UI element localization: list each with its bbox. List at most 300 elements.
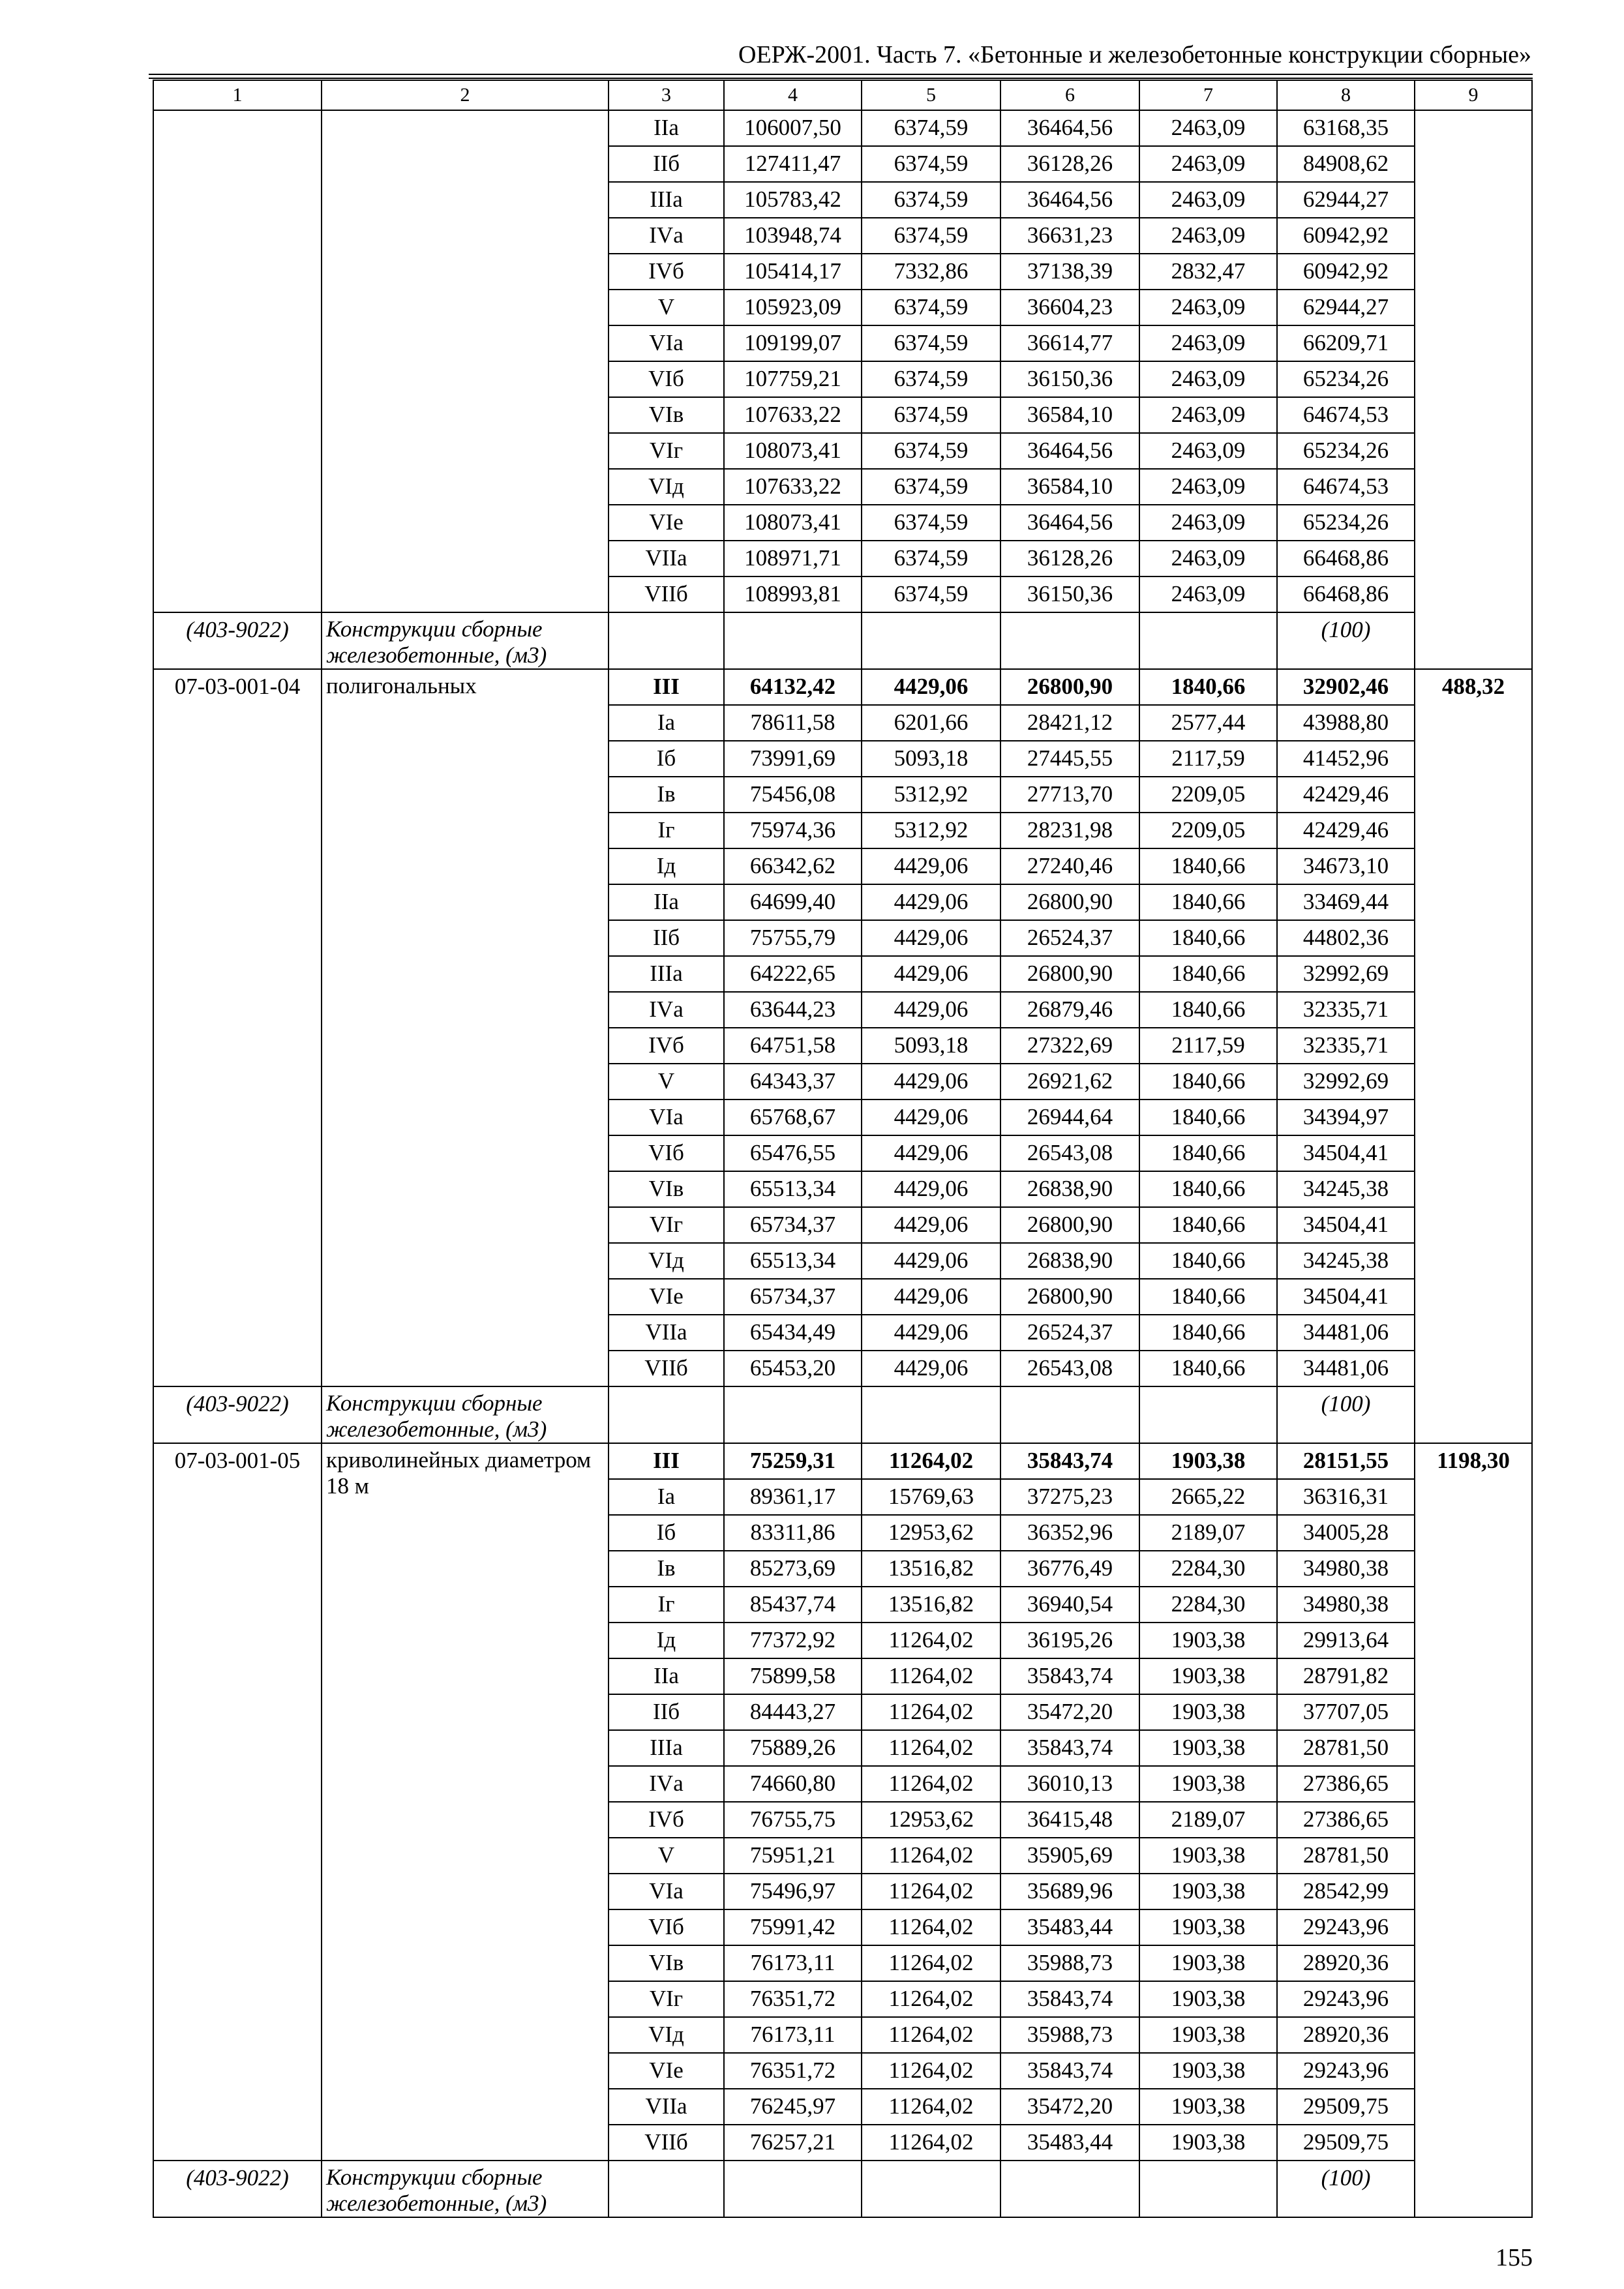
- zone-cell: IIIа: [609, 956, 724, 992]
- value-cell: 103948,74: [724, 218, 862, 254]
- value-cell: 34245,38: [1277, 1243, 1415, 1279]
- value-cell: 105414,17: [724, 254, 862, 290]
- value-cell: 107633,22: [724, 469, 862, 505]
- empty-cell: [1139, 2161, 1277, 2217]
- value-cell: 1903,38: [1139, 1909, 1277, 1945]
- value-cell: 76257,21: [724, 2125, 862, 2161]
- page-number: 155: [1496, 2244, 1533, 2271]
- value-cell: 36195,26: [1000, 1623, 1139, 1658]
- value-cell: 2189,07: [1139, 1802, 1277, 1838]
- value-cell: 35483,44: [1000, 2125, 1139, 2161]
- value-cell: 1903,38: [1139, 2017, 1277, 2053]
- value-cell: 13516,82: [862, 1587, 1000, 1623]
- empty-cell: [724, 1386, 862, 1443]
- name-cell: [322, 110, 609, 612]
- zone-cell: V: [609, 290, 724, 325]
- value-cell: 26800,90: [1000, 1279, 1139, 1315]
- zone-cell: Iб: [609, 1515, 724, 1551]
- value-cell: 2463,09: [1139, 325, 1277, 361]
- value-cell: 84443,27: [724, 1694, 862, 1730]
- zone-cell: IVб: [609, 1028, 724, 1064]
- value-cell: 35843,74: [1000, 1443, 1139, 1479]
- value-cell: 28151,55: [1277, 1443, 1415, 1479]
- zone-cell: Iб: [609, 741, 724, 777]
- value-cell: 108073,41: [724, 505, 862, 541]
- value-cell: 2463,09: [1139, 469, 1277, 505]
- empty-cell: [1139, 612, 1277, 669]
- zone-cell: VIг: [609, 433, 724, 469]
- value-cell: 11264,02: [862, 1981, 1000, 2017]
- value-cell: 11264,02: [862, 1945, 1000, 1981]
- zone-cell: VIб: [609, 361, 724, 397]
- value-cell: 108993,81: [724, 576, 862, 612]
- value-cell: 36150,36: [1000, 361, 1139, 397]
- value-cell: 6201,66: [862, 705, 1000, 741]
- value-cell: 65453,20: [724, 1351, 862, 1386]
- value-cell: 83311,86: [724, 1515, 862, 1551]
- zone-cell: IIIа: [609, 182, 724, 218]
- value-cell: 62944,27: [1277, 182, 1415, 218]
- material-ref: (403-9022): [153, 612, 322, 669]
- value-cell: 43988,80: [1277, 705, 1415, 741]
- value-cell: 2577,44: [1139, 705, 1277, 741]
- value-cell: 5312,92: [862, 777, 1000, 813]
- value-cell: 29913,64: [1277, 1623, 1415, 1658]
- material-name: Конструкции сборные железобетонные, (м3): [322, 612, 609, 669]
- value-cell: 2284,30: [1139, 1551, 1277, 1587]
- value-cell: 42429,46: [1277, 813, 1415, 848]
- value-cell: 36150,36: [1000, 576, 1139, 612]
- zone-cell: VIб: [609, 1909, 724, 1945]
- value-cell: 4429,06: [862, 920, 1000, 956]
- value-cell: 1840,66: [1139, 1100, 1277, 1135]
- value-cell: 6374,59: [862, 182, 1000, 218]
- zone-cell: III: [609, 1443, 724, 1479]
- value-cell: 11264,02: [862, 1730, 1000, 1766]
- zone-cell: VIIа: [609, 1315, 724, 1351]
- value-cell: 26921,62: [1000, 1064, 1139, 1100]
- column-number: 5: [862, 80, 1000, 110]
- value-cell: 36415,48: [1000, 1802, 1139, 1838]
- value-cell: 11264,02: [862, 2017, 1000, 2053]
- material-qty: (100): [1277, 612, 1415, 669]
- zone-cell: Iд: [609, 848, 724, 884]
- value-cell: 7332,86: [862, 254, 1000, 290]
- zone-cell: VIд: [609, 1243, 724, 1279]
- value-cell: 27240,46: [1000, 848, 1139, 884]
- zone-cell: VIв: [609, 1171, 724, 1207]
- value-cell: 29509,75: [1277, 2089, 1415, 2125]
- value-cell: 5093,18: [862, 741, 1000, 777]
- value-cell: 29509,75: [1277, 2125, 1415, 2161]
- value-cell: 74660,80: [724, 1766, 862, 1802]
- zone-cell: VIв: [609, 1945, 724, 1981]
- zone-cell: Iв: [609, 1551, 724, 1587]
- zone-cell: IVа: [609, 992, 724, 1028]
- value-cell: 1840,66: [1139, 992, 1277, 1028]
- value-cell: 4429,06: [862, 1279, 1000, 1315]
- value-cell: 28781,50: [1277, 1730, 1415, 1766]
- value-cell: 1903,38: [1139, 2125, 1277, 2161]
- value-cell: 6374,59: [862, 146, 1000, 182]
- value-cell: 6374,59: [862, 541, 1000, 576]
- value-cell: 36464,56: [1000, 505, 1139, 541]
- material-row: [153, 612, 1532, 669]
- value-cell: 1903,38: [1139, 1981, 1277, 2017]
- value-cell: 33469,44: [1277, 884, 1415, 920]
- value-cell: 36316,31: [1277, 1479, 1415, 1515]
- value-cell: 75899,58: [724, 1658, 862, 1694]
- zone-cell: IIа: [609, 884, 724, 920]
- value-cell: 1903,38: [1139, 1838, 1277, 1874]
- column-number: 3: [609, 80, 724, 110]
- value-cell: 32992,69: [1277, 956, 1415, 992]
- zone-cell: IIа: [609, 1658, 724, 1694]
- zone-cell: VIд: [609, 469, 724, 505]
- zone-cell: VIг: [609, 1981, 724, 2017]
- value-cell: 26543,08: [1000, 1135, 1139, 1171]
- zone-cell: VIб: [609, 1135, 724, 1171]
- value-cell: 4429,06: [862, 1100, 1000, 1135]
- empty-cell: [862, 1386, 1000, 1443]
- value-cell: 4429,06: [862, 848, 1000, 884]
- value-cell: 35843,74: [1000, 1730, 1139, 1766]
- value-cell: 1903,38: [1139, 1443, 1277, 1479]
- zone-cell: VIIб: [609, 2125, 724, 2161]
- value-cell: 2463,09: [1139, 576, 1277, 612]
- value-cell: 34504,41: [1277, 1135, 1415, 1171]
- value-cell: 60942,92: [1277, 218, 1415, 254]
- value-cell: 32902,46: [1277, 669, 1415, 705]
- value-cell: 2284,30: [1139, 1587, 1277, 1623]
- value-cell: 35843,74: [1000, 2053, 1139, 2089]
- value-cell: 36010,13: [1000, 1766, 1139, 1802]
- value-cell: 11264,02: [862, 1658, 1000, 1694]
- zone-cell: VIе: [609, 2053, 724, 2089]
- value-cell: 26838,90: [1000, 1243, 1139, 1279]
- value-cell: 2832,47: [1139, 254, 1277, 290]
- zone-cell: VIе: [609, 505, 724, 541]
- value-cell: 1840,66: [1139, 1171, 1277, 1207]
- empty-cell: [609, 2161, 724, 2217]
- empty-cell: [1000, 2161, 1139, 2217]
- value-cell: 28231,98: [1000, 813, 1139, 848]
- value-cell: 32335,71: [1277, 992, 1415, 1028]
- value-cell: 127411,47: [724, 146, 862, 182]
- column-number: 8: [1277, 80, 1415, 110]
- value-cell: 2463,09: [1139, 361, 1277, 397]
- value-cell: 34504,41: [1277, 1279, 1415, 1315]
- zone-cell: VIг: [609, 1207, 724, 1243]
- value-cell: 84908,62: [1277, 146, 1415, 182]
- value-cell: 2463,09: [1139, 110, 1277, 146]
- value-cell: 4429,06: [862, 884, 1000, 920]
- value-cell: 106007,50: [724, 110, 862, 146]
- value-cell: 109199,07: [724, 325, 862, 361]
- value-cell: 11264,02: [862, 1838, 1000, 1874]
- value-cell: 2463,09: [1139, 541, 1277, 576]
- value-cell: 37275,23: [1000, 1479, 1139, 1515]
- material-row: [153, 2161, 1532, 2217]
- value-cell: 60942,92: [1277, 254, 1415, 290]
- value-cell: 1903,38: [1139, 2089, 1277, 2125]
- total-cell: 1198,30: [1415, 1443, 1532, 2217]
- value-cell: 4429,06: [862, 956, 1000, 992]
- value-cell: 4429,06: [862, 1064, 1000, 1100]
- name-cell: полигональных: [322, 669, 609, 1386]
- value-cell: 107759,21: [724, 361, 862, 397]
- zone-cell: IIб: [609, 920, 724, 956]
- value-cell: 6374,59: [862, 218, 1000, 254]
- code-cell: [153, 110, 322, 612]
- value-cell: 11264,02: [862, 2053, 1000, 2089]
- value-cell: 35988,73: [1000, 1945, 1139, 1981]
- value-cell: 4429,06: [862, 1315, 1000, 1351]
- zone-cell: VIа: [609, 1874, 724, 1909]
- value-cell: 34673,10: [1277, 848, 1415, 884]
- value-cell: 75496,97: [724, 1874, 862, 1909]
- value-cell: 36631,23: [1000, 218, 1139, 254]
- value-cell: 1903,38: [1139, 1658, 1277, 1694]
- value-cell: 35905,69: [1000, 1838, 1139, 1874]
- value-cell: 4429,06: [862, 1351, 1000, 1386]
- zone-cell: Iв: [609, 777, 724, 813]
- value-cell: 105783,42: [724, 182, 862, 218]
- value-cell: 2209,05: [1139, 813, 1277, 848]
- value-cell: 11264,02: [862, 1874, 1000, 1909]
- value-cell: 85273,69: [724, 1551, 862, 1587]
- empty-cell: [609, 1386, 724, 1443]
- value-cell: 26543,08: [1000, 1351, 1139, 1386]
- value-cell: 11264,02: [862, 1909, 1000, 1945]
- value-cell: 37707,05: [1277, 1694, 1415, 1730]
- value-cell: 108073,41: [724, 433, 862, 469]
- total-cell: [1415, 110, 1532, 669]
- value-cell: 1840,66: [1139, 669, 1277, 705]
- value-cell: 76351,72: [724, 1981, 862, 2017]
- value-cell: 26524,37: [1000, 920, 1139, 956]
- zone-cell: VIIа: [609, 541, 724, 576]
- value-cell: 2463,09: [1139, 433, 1277, 469]
- value-cell: 26800,90: [1000, 669, 1139, 705]
- value-cell: 11264,02: [862, 1694, 1000, 1730]
- value-cell: 41452,96: [1277, 741, 1415, 777]
- material-qty: (100): [1277, 1386, 1415, 1443]
- value-cell: 6374,59: [862, 469, 1000, 505]
- value-cell: 89361,17: [724, 1479, 862, 1515]
- value-cell: 2463,09: [1139, 397, 1277, 433]
- value-cell: 26838,90: [1000, 1171, 1139, 1207]
- value-cell: 66342,62: [724, 848, 862, 884]
- column-number: 1: [153, 80, 322, 110]
- page-header: ОЕРЖ-2001. Часть 7. «Бетонные и железобетонные конструкции сборные»: [738, 41, 1531, 68]
- value-cell: 1840,66: [1139, 1135, 1277, 1171]
- material-qty: (100): [1277, 2161, 1415, 2217]
- value-cell: 36604,23: [1000, 290, 1139, 325]
- empty-cell: [724, 612, 862, 669]
- material-name: Конструкции сборные железобетонные, (м3): [322, 1386, 609, 1443]
- zone-cell: IVа: [609, 218, 724, 254]
- zone-cell: IVб: [609, 1802, 724, 1838]
- value-cell: 2463,09: [1139, 290, 1277, 325]
- material-ref: (403-9022): [153, 1386, 322, 1443]
- table-row: [153, 1443, 1532, 1479]
- value-cell: 64343,37: [724, 1064, 862, 1100]
- value-cell: 35689,96: [1000, 1874, 1139, 1909]
- value-cell: 64751,58: [724, 1028, 862, 1064]
- value-cell: 105923,09: [724, 290, 862, 325]
- value-cell: 65234,26: [1277, 505, 1415, 541]
- zone-cell: VIд: [609, 2017, 724, 2053]
- value-cell: 65513,34: [724, 1243, 862, 1279]
- value-cell: 26800,90: [1000, 884, 1139, 920]
- value-cell: 62944,27: [1277, 290, 1415, 325]
- value-cell: 85437,74: [724, 1587, 862, 1623]
- column-number: 4: [724, 80, 862, 110]
- value-cell: 108971,71: [724, 541, 862, 576]
- value-cell: 107633,22: [724, 397, 862, 433]
- value-cell: 65768,67: [724, 1100, 862, 1135]
- value-cell: 65476,55: [724, 1135, 862, 1171]
- value-cell: 5093,18: [862, 1028, 1000, 1064]
- value-cell: 2117,59: [1139, 741, 1277, 777]
- zone-cell: Iд: [609, 1623, 724, 1658]
- value-cell: 29243,96: [1277, 1909, 1415, 1945]
- zone-cell: Iг: [609, 813, 724, 848]
- value-cell: 75889,26: [724, 1730, 862, 1766]
- value-cell: 36940,54: [1000, 1587, 1139, 1623]
- value-cell: 26800,90: [1000, 1207, 1139, 1243]
- value-cell: 1840,66: [1139, 956, 1277, 992]
- value-cell: 1840,66: [1139, 1243, 1277, 1279]
- value-cell: 36614,77: [1000, 325, 1139, 361]
- value-cell: 12953,62: [862, 1802, 1000, 1838]
- value-cell: 35472,20: [1000, 1694, 1139, 1730]
- value-cell: 13516,82: [862, 1551, 1000, 1587]
- value-cell: 36464,56: [1000, 433, 1139, 469]
- empty-cell: [862, 612, 1000, 669]
- zone-cell: VIIб: [609, 1351, 724, 1386]
- value-cell: 1903,38: [1139, 1766, 1277, 1802]
- value-cell: 34005,28: [1277, 1515, 1415, 1551]
- zone-cell: V: [609, 1838, 724, 1874]
- value-cell: 34481,06: [1277, 1351, 1415, 1386]
- value-cell: 27386,65: [1277, 1802, 1415, 1838]
- value-cell: 77372,92: [724, 1623, 862, 1658]
- value-cell: 2463,09: [1139, 146, 1277, 182]
- value-cell: 28542,99: [1277, 1874, 1415, 1909]
- value-cell: 4429,06: [862, 1207, 1000, 1243]
- value-cell: 2463,09: [1139, 505, 1277, 541]
- value-cell: 64674,53: [1277, 469, 1415, 505]
- value-cell: 76173,11: [724, 2017, 862, 2053]
- value-cell: 65513,34: [724, 1171, 862, 1207]
- empty-cell: [1139, 1386, 1277, 1443]
- value-cell: 64699,40: [724, 884, 862, 920]
- column-number: 7: [1139, 80, 1277, 110]
- value-cell: 2463,09: [1139, 182, 1277, 218]
- value-cell: 6374,59: [862, 290, 1000, 325]
- value-cell: 15769,63: [862, 1479, 1000, 1515]
- value-cell: 6374,59: [862, 576, 1000, 612]
- value-cell: 1840,66: [1139, 1351, 1277, 1386]
- value-cell: 2117,59: [1139, 1028, 1277, 1064]
- value-cell: 11264,02: [862, 1443, 1000, 1479]
- value-cell: 4429,06: [862, 1243, 1000, 1279]
- zone-cell: VIв: [609, 397, 724, 433]
- table-row: [153, 669, 1532, 705]
- value-cell: 26800,90: [1000, 956, 1139, 992]
- zone-cell: IIIа: [609, 1730, 724, 1766]
- value-cell: 27713,70: [1000, 777, 1139, 813]
- value-cell: 1840,66: [1139, 1207, 1277, 1243]
- value-cell: 27322,69: [1000, 1028, 1139, 1064]
- value-cell: 34980,38: [1277, 1587, 1415, 1623]
- zone-cell: IVб: [609, 254, 724, 290]
- value-cell: 1840,66: [1139, 1064, 1277, 1100]
- value-cell: 36352,96: [1000, 1515, 1139, 1551]
- value-cell: 36128,26: [1000, 146, 1139, 182]
- value-cell: 66468,86: [1277, 541, 1415, 576]
- value-cell: 75974,36: [724, 813, 862, 848]
- value-cell: 36584,10: [1000, 469, 1139, 505]
- price-table: [153, 80, 1533, 2218]
- value-cell: 28920,36: [1277, 2017, 1415, 2053]
- zone-cell: VIе: [609, 1279, 724, 1315]
- value-cell: 35483,44: [1000, 1909, 1139, 1945]
- zone-cell: IIб: [609, 1694, 724, 1730]
- value-cell: 32992,69: [1277, 1064, 1415, 1100]
- value-cell: 75755,79: [724, 920, 862, 956]
- zone-cell: VIIб: [609, 576, 724, 612]
- value-cell: 34504,41: [1277, 1207, 1415, 1243]
- value-cell: 76755,75: [724, 1802, 862, 1838]
- zone-cell: Iа: [609, 1479, 724, 1515]
- value-cell: 28920,36: [1277, 1945, 1415, 1981]
- zone-cell: VIа: [609, 325, 724, 361]
- value-cell: 1840,66: [1139, 1279, 1277, 1315]
- value-cell: 76245,97: [724, 2089, 862, 2125]
- value-cell: 63644,23: [724, 992, 862, 1028]
- value-cell: 35988,73: [1000, 2017, 1139, 2053]
- value-cell: 28421,12: [1000, 705, 1139, 741]
- value-cell: 6374,59: [862, 433, 1000, 469]
- value-cell: 34245,38: [1277, 1171, 1415, 1207]
- value-cell: 2665,22: [1139, 1479, 1277, 1515]
- value-cell: 76173,11: [724, 1945, 862, 1981]
- value-cell: 1903,38: [1139, 1694, 1277, 1730]
- value-cell: 36584,10: [1000, 397, 1139, 433]
- value-cell: 26524,37: [1000, 1315, 1139, 1351]
- value-cell: 27445,55: [1000, 741, 1139, 777]
- name-cell: криволинейных диаметром 18 м: [322, 1443, 609, 2161]
- value-cell: 1840,66: [1139, 920, 1277, 956]
- value-cell: 4429,06: [862, 1135, 1000, 1171]
- material-row: [153, 1386, 1532, 1443]
- zone-cell: IIа: [609, 110, 724, 146]
- value-cell: 65234,26: [1277, 433, 1415, 469]
- value-cell: 35843,74: [1000, 1981, 1139, 2017]
- value-cell: 11264,02: [862, 1623, 1000, 1658]
- empty-cell: [1000, 1386, 1139, 1443]
- value-cell: 34481,06: [1277, 1315, 1415, 1351]
- column-number: 6: [1000, 80, 1139, 110]
- material-name: Конструкции сборные железобетонные, (м3): [322, 2161, 609, 2217]
- value-cell: 64132,42: [724, 669, 862, 705]
- value-cell: 65234,26: [1277, 361, 1415, 397]
- zone-cell: VIа: [609, 1100, 724, 1135]
- value-cell: 28781,50: [1277, 1838, 1415, 1874]
